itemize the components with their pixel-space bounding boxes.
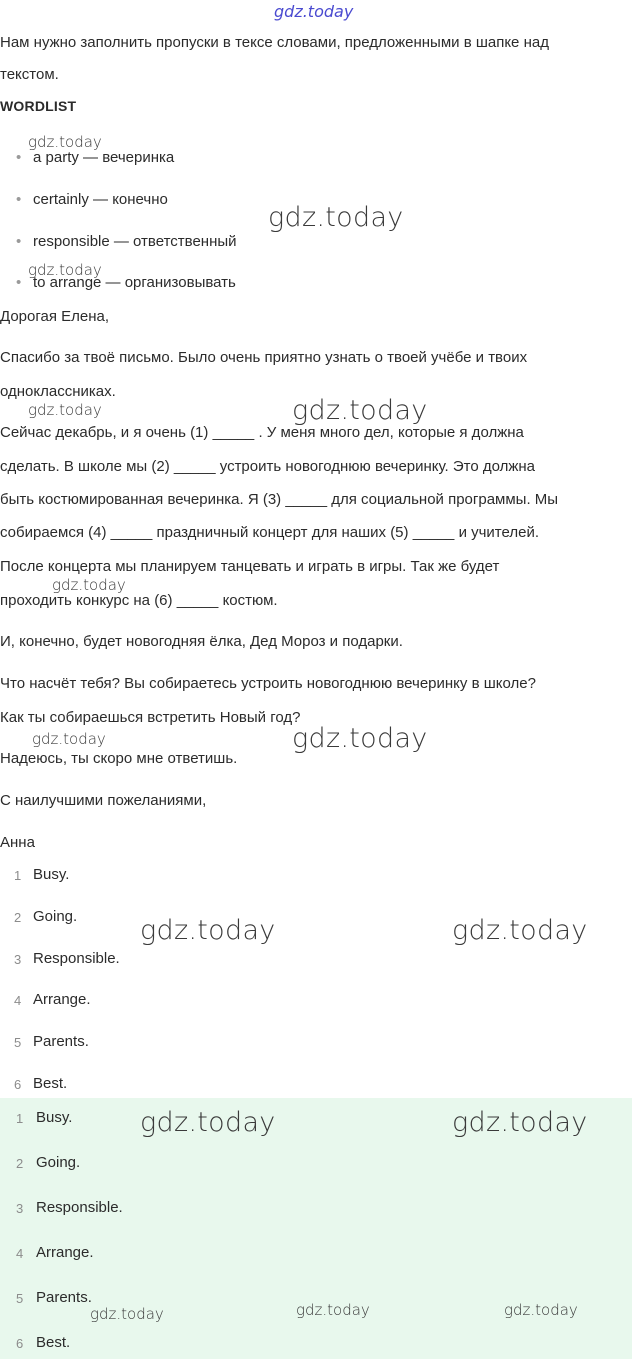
watermark: gdz.today: [292, 395, 428, 426]
answer-number: 5: [16, 1291, 24, 1306]
wordlist-item-text: responsible — ответственный: [33, 233, 237, 250]
answer-text: Arrange.: [33, 991, 91, 1008]
letter-line: И, конечно, будет новогодняя ёлка, Дед Мороз и подарки.: [0, 633, 403, 650]
watermark: gdz.today: [28, 401, 102, 419]
watermark: gdz.today: [292, 723, 428, 754]
answer-number: 3: [14, 952, 22, 967]
watermark: gdz.today: [140, 915, 276, 946]
watermark: gdz.today: [452, 1107, 588, 1138]
list-item: [16, 149, 174, 166]
answer-text: Best.: [33, 1075, 68, 1092]
watermark: gdz.today: [504, 1301, 578, 1319]
watermark: gdz.today: [90, 1305, 164, 1323]
wordlist-item-text: to arrange — организовывать: [33, 274, 236, 291]
letter-greeting: Дорогая Елена,: [0, 308, 110, 325]
watermark: gdz.today: [140, 1107, 276, 1138]
wordlist-title: WORDLIST: [0, 98, 77, 114]
bullet-icon: •: [16, 274, 22, 291]
intro-line-1: Нам нужно заполнить пропуски в тексе словами, предложенными в шапке над: [0, 34, 549, 51]
answer-number: 5: [14, 1035, 22, 1050]
answer-text: Best.: [36, 1334, 71, 1351]
watermark: gdz.today: [32, 730, 106, 748]
letter-line: собираемся (4) _____ праздничный концерт для наших (5) _____ и учителей.: [0, 524, 539, 541]
watermark: gdz.today: [452, 915, 588, 946]
wordlist-item-text: certainly — конечно: [33, 191, 168, 208]
answer-text: Parents.: [36, 1289, 92, 1306]
answer-number: 1: [16, 1111, 24, 1126]
watermark: gdz.today: [296, 1301, 370, 1319]
letter-line: После концерта мы планируем танцевать и играть в игры. Так же будет: [0, 558, 500, 575]
answer-number: 3: [16, 1201, 24, 1216]
bullet-icon: •: [16, 149, 22, 166]
bullet-icon: •: [16, 191, 22, 208]
letter-signature: Анна: [0, 834, 35, 851]
intro-line-2: текстом.: [0, 66, 59, 83]
answer-text: Busy.: [36, 1109, 73, 1126]
answer-text: Busy.: [33, 866, 70, 883]
answer-text: Responsible.: [33, 950, 120, 967]
answer-number: 2: [14, 910, 22, 925]
letter-line: быть костюмированная вечеринка. Я (3) _____ для социальной программы. Мы: [0, 491, 559, 508]
wordlist-item-text: a party — вечеринка: [33, 149, 175, 166]
watermark-logo: gdz.today: [274, 2, 354, 21]
letter-closing: С наилучшими пожеланиями,: [0, 792, 207, 809]
bullet-icon: •: [16, 233, 22, 250]
answer-text: Going.: [36, 1154, 81, 1171]
answer-text: Parents.: [33, 1033, 89, 1050]
answer-text: Arrange.: [36, 1244, 94, 1261]
answer-number: 4: [16, 1246, 24, 1261]
letter-line: Сейчас декабрь, и я очень (1) _____ . У меня много дел, которые я должна: [0, 424, 524, 441]
letter-line: Надеюсь, ты скоро мне ответишь.: [0, 750, 238, 767]
letter-line: сделать. В школе мы (2) _____ устроить новогоднюю вечеринку. Это должна: [0, 458, 536, 475]
answer-number: 4: [14, 993, 22, 1008]
answer-number: 6: [14, 1077, 22, 1092]
answer-number: 2: [16, 1156, 24, 1171]
letter-line: Как ты собираешься встретить Новый год?: [0, 709, 301, 726]
answer-number: 1: [14, 868, 22, 883]
letter-line: одноклассниках.: [0, 383, 116, 400]
watermark: gdz.today: [28, 133, 102, 151]
answer-text: Going.: [33, 908, 78, 925]
list-item: [16, 233, 237, 250]
letter-line: проходить конкурс на (6) _____ костюм.: [0, 592, 278, 609]
list-item: [16, 191, 168, 208]
answer-text: Responsible.: [36, 1199, 123, 1216]
watermark: gdz.today: [52, 576, 126, 594]
watermark: gdz.today: [268, 202, 404, 233]
watermark: gdz.today: [28, 261, 102, 279]
letter-line: Спасибо за твоё письмо. Было очень приятно узнать о твоей учёбе и твоих: [0, 349, 528, 366]
answer-number: 6: [16, 1336, 24, 1351]
letter-line: Что насчёт тебя? Вы собираетесь устроить новогоднюю вечеринку в школе?: [0, 675, 536, 692]
